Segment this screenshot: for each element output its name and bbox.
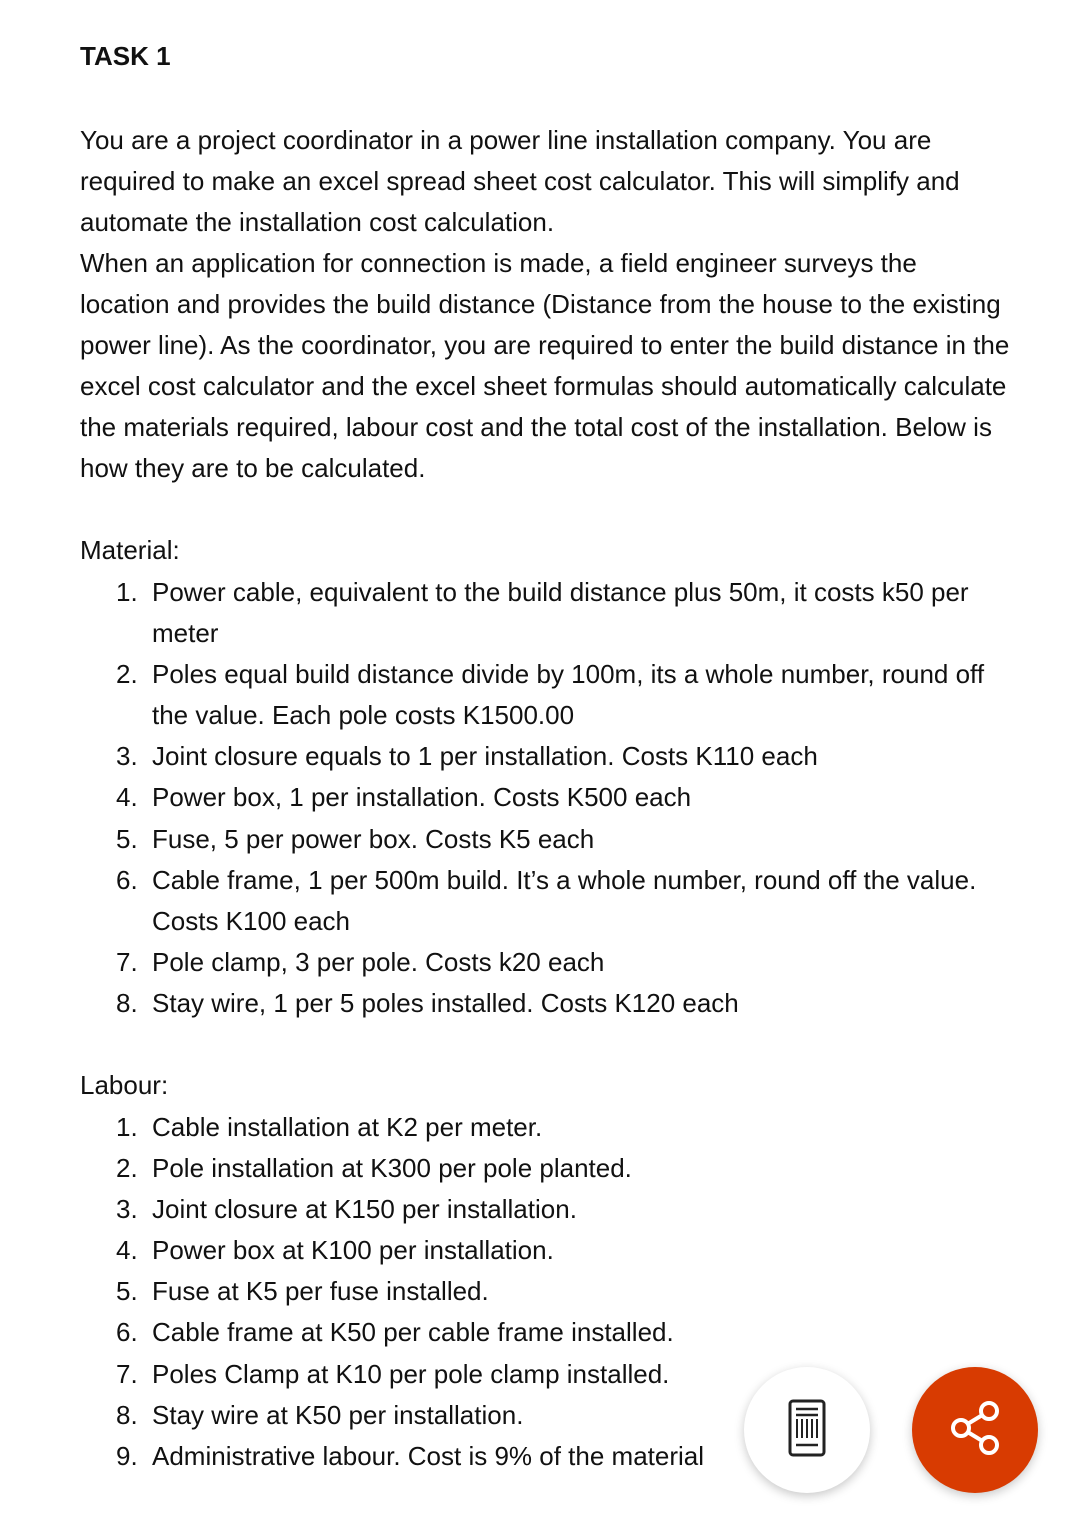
list-item-number: 5. (116, 823, 138, 854)
list-item-number: 2. (116, 659, 138, 690)
list-item-text: Stay wire at K50 per installation. (152, 1399, 524, 1430)
list-item-number: 4. (116, 782, 138, 813)
list-item (116, 819, 996, 860)
list-item-number: 1. (116, 1112, 138, 1142)
list-item-text: Power box at K100 per installation. (152, 1235, 554, 1266)
list-item-text: Pole clamp, 3 per pole. Costs k20 each (152, 946, 605, 977)
list-item-number: 7. (116, 1358, 138, 1389)
list-item (116, 736, 996, 777)
list-item (116, 572, 996, 654)
intro-paragraph-1: You are a project coordinator in a power line installation company. You are required to make an excel spread sheet cost calculator. This will simplify and automate the installation cost calculation. (80, 125, 960, 238)
list-item-text: Joint closure equals to 1 per installation. Costs K110 each (152, 741, 818, 772)
document-reader-icon (787, 1398, 827, 1463)
list-item-text: Stay wire, 1 per 5 poles installed. Costs K120 each (152, 987, 739, 1018)
list-item (116, 777, 996, 818)
list-item-text: Cable installation at K2 per meter. (152, 1112, 543, 1142)
list-item (116, 654, 996, 736)
list-item (116, 860, 996, 942)
list-item (116, 942, 996, 983)
list-item (116, 1230, 996, 1271)
list-item-text: Cable frame, 1 per 500m build. It’s a whole number, round off the value. Costs K100 each (152, 864, 977, 936)
list-item-number: 7. (116, 946, 138, 977)
list-item-number: 8. (116, 1399, 138, 1430)
reader-mode-button[interactable] (744, 1367, 870, 1493)
list-item-number: 6. (116, 864, 138, 895)
list-item-text: Poles equal build distance divide by 100m, its a whole number, round off the value. Each pole costs K1500.00 (152, 659, 985, 731)
list-item-number: 5. (116, 1276, 138, 1307)
list-item-number: 2. (116, 1153, 138, 1184)
list-item (116, 1107, 996, 1148)
list-item-text: Power box, 1 per installation. Costs K500 each (152, 782, 692, 813)
share-button[interactable] (912, 1367, 1038, 1493)
list-item-number: 3. (116, 741, 138, 772)
list-item-number: 6. (116, 1317, 138, 1348)
list-item-number: 3. (116, 1194, 138, 1225)
list-item-number: 8. (116, 987, 138, 1018)
list-item-text: Fuse, 5 per power box. Costs K5 each (152, 823, 595, 854)
share-icon (947, 1398, 1003, 1463)
list-item (116, 1189, 996, 1230)
list-item-text: Poles Clamp at K10 per pole clamp installed. (152, 1358, 670, 1389)
intro-paragraph-2: When an application for connection is made, a field engineer surveys the location and provides the build distance (Distance from the house to the existing power line). As the coordinator, you are required to enter the build distance in the excel cost calculator and the excel sheet formulas should automatically calculate the materials required, labour cost and the total cost of the installation. Below is how they are to be calculated. (80, 248, 1010, 484)
labour-heading: Labour: (80, 1070, 169, 1100)
list-item (116, 1312, 996, 1353)
list-item (116, 1148, 996, 1189)
material-list (116, 572, 996, 1024)
material-heading: Material: (80, 535, 180, 565)
list-item-text: Joint closure at K150 per installation. (152, 1194, 577, 1225)
task-title: TASK 1 (80, 41, 171, 71)
list-item-number: 9. (116, 1440, 138, 1471)
list-item-text: Cable frame at K50 per cable frame installed. (152, 1317, 674, 1348)
list-item-number: 1. (116, 577, 138, 607)
list-item-text: Fuse at K5 per fuse installed. (152, 1276, 489, 1307)
list-item-number: 4. (116, 1235, 138, 1266)
list-item (116, 983, 996, 1024)
list-item (116, 1271, 996, 1312)
list-item-text: Pole installation at K300 per pole planted. (152, 1153, 632, 1184)
list-item-text: Power cable, equivalent to the build distance plus 50m, it costs k50 per meter (152, 577, 969, 649)
list-item (116, 1354, 996, 1395)
list-item-text: Administrative labour. Cost is 9% of the material (152, 1440, 705, 1471)
